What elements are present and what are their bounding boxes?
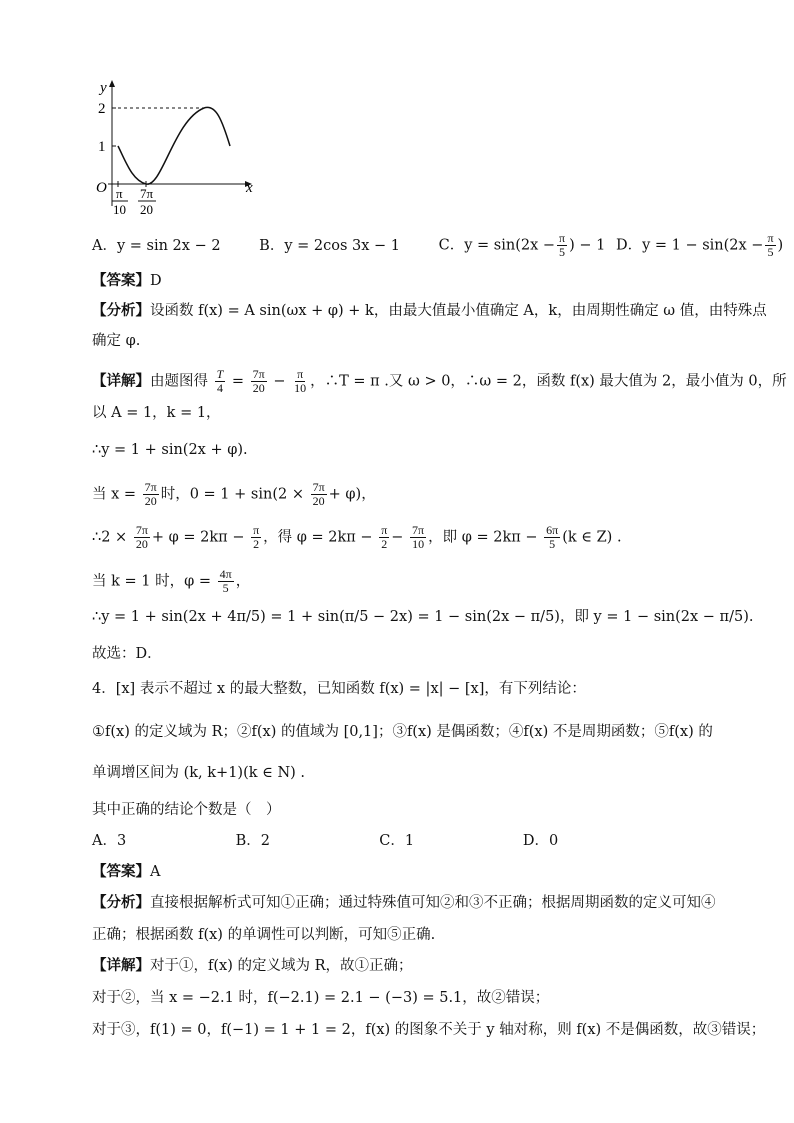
- y-axis-arrow: [109, 80, 115, 87]
- ytick-1-label: 1: [98, 139, 106, 155]
- xtick-2-den: 20: [140, 202, 153, 217]
- q3-detail-line-5: ∴2 × $\frac{7\pi}{20}$ + φ = 2kπ − $\frac{\pi}{2}$ ，得 φ = 2kπ − $\frac{\pi}{2}$ − $\frac{7\pi}{10}$ ，即 φ = 2kπ − $\frac{6\pi}{5}$ (k ∈ Z) .: [92, 523, 622, 551]
- answer-tag: 【答案】: [92, 864, 150, 880]
- q3-analysis-line-1: 【分析】设函数 f(x) = A sin(ωx + φ) + k，由最大值最小值确定 A，k，由周期性确定 ω 值，由特殊点: [92, 303, 767, 319]
- q3-option-c: C．y = sin(2x − $\frac{\pi}{5}$ ) − 1: [438, 231, 606, 259]
- q4-analysis-line-1: 【分析】直接根据解析式可知①正确；通过特殊值可知②和③不正确；根据周期函数的定义可知④: [92, 895, 716, 911]
- answer-tag: 【答案】: [92, 273, 150, 289]
- q3-choose: 故选：D．: [92, 646, 162, 662]
- q3-detail-line-2: 以 A = 1，k = 1，: [92, 405, 221, 421]
- xtick-1-den: 10: [113, 202, 126, 217]
- sine-curve: [118, 107, 230, 184]
- ytick-2-label: 2: [98, 101, 106, 117]
- q4-detail-line-3: 对于③，f(1) = 0，f(−1) = 1 + 1 = 2，f(x) 的图象不关于 y 轴对称，则 f(x) 不是偶函数，故③错误；: [92, 1022, 766, 1038]
- q3-option-b: B．y = 2cos 3x − 1: [259, 237, 401, 254]
- q3-option-d: D．y = 1 − sin(2x − $\frac{\pi}{5}$ ): [615, 231, 784, 259]
- origin-label: O: [96, 180, 107, 196]
- analysis-tag: 【分析】: [92, 303, 150, 319]
- q4-option-c: C．1: [379, 833, 415, 849]
- q3-analysis-line-2: 确定 φ.: [92, 333, 141, 349]
- q3-options: [92, 232, 794, 259]
- q4-detail-line-2: 对于②，当 x = −2.1 时，f(−2.1) = 2.1 − (−3) = 5.1，故②错误；: [92, 990, 550, 1006]
- q4-analysis-line-2: 正确；根据函数 f(x) 的单调性可以判断，可知⑤正确.: [92, 927, 436, 943]
- frac-pi-5: $\frac{\pi}{5}$: [559, 231, 566, 259]
- q3-detail-line-4: 当 x = $\frac{7\pi}{20}$ 时，0 = 1 + sin(2 × $\frac{7\pi}{20}$ + φ)，: [92, 480, 376, 508]
- xtick-1-num: π: [116, 186, 123, 201]
- q4-detail-line-1: 【详解】对于①，f(x) 的定义域为 R，故①正确；: [92, 958, 413, 974]
- x-axis-label: x: [246, 180, 253, 196]
- function-graph: [92, 80, 272, 220]
- q4-question: 其中正确的结论个数是（ ）: [92, 802, 281, 818]
- q4-stem: 4．[x] 表示不超过 x 的最大整数，已知函数 f(x) = |x| − [x]，有下列结论：: [92, 681, 586, 697]
- q3-detail-line-6: 当 k = 1 时，φ = $\frac{4\pi}{5}$ ，: [92, 567, 251, 595]
- q4-conclusions: ①f(x) 的定义域为 R；②f(x) 的值域为 [0,1]；③f(x) 是偶函数；④f(x) 不是周期函数；⑤f(x) 的: [92, 724, 713, 740]
- q4-answer: 【答案】A: [92, 864, 161, 880]
- q4-option-d: D．0: [522, 833, 559, 849]
- y-axis-label: y: [100, 80, 107, 96]
- q4-options: [92, 831, 558, 851]
- frac-pi-5: $\frac{\pi}{5}$: [767, 231, 774, 259]
- q4-conclusions-2: 单调增区间为 (k, k+1)(k ∈ N) .: [92, 765, 306, 781]
- q3-answer: 【答案】D: [92, 273, 162, 289]
- detail-tag: 【详解】: [92, 958, 150, 974]
- q3-detail-line-3: ∴y = 1 + sin(2x + φ).: [92, 442, 248, 458]
- detail-tag: 【详解】: [92, 373, 150, 390]
- q3-detail-line-7: ∴y = 1 + sin(2x + 4π/5) = 1 + sin(π/5 − 2x) = 1 − sin(2x − π/5)，即 y = 1 − sin(2x − π/5).: [92, 609, 754, 625]
- q4-option-a: A．3: [92, 833, 127, 849]
- q3-option-a: A．y = sin 2x − 2: [92, 237, 221, 254]
- xtick-2-num: 7π: [140, 186, 154, 201]
- q4-option-b: B．2: [235, 833, 270, 849]
- q3-detail-line-1: 【详解】由题图得 $\frac{T}{4}$ = $\frac{7\pi}{20}$ − $\frac{\pi}{10}$ ，∴T = π .又 ω > 0，∴ω = 2，函数 f(x) 最大值为 2，最小值为 0，所: [92, 367, 787, 395]
- analysis-tag: 【分析】: [92, 895, 150, 911]
